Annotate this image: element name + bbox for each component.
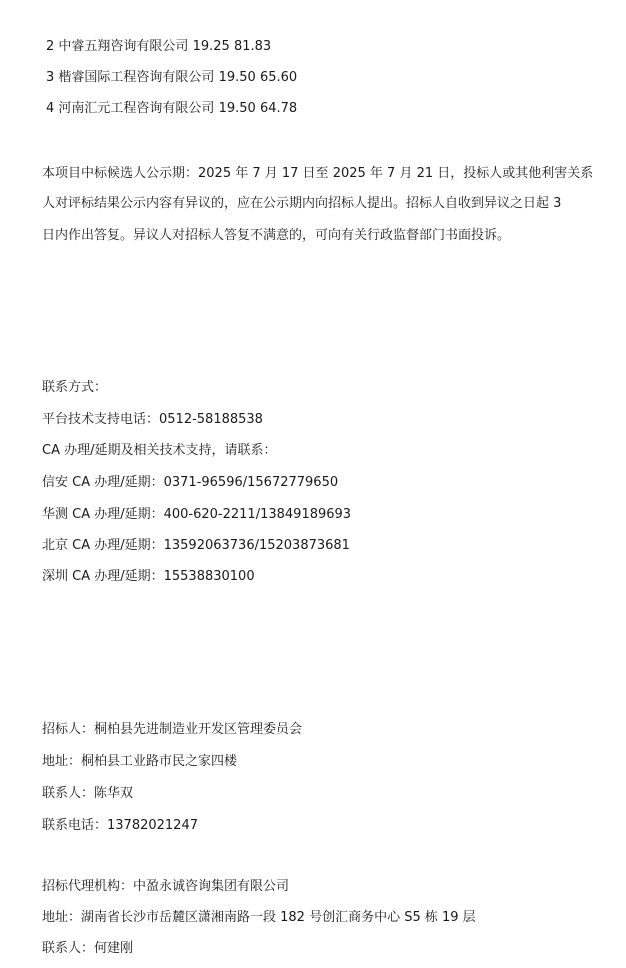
candidate-name: 楷睿国际工程咨询有限公司 — [58, 70, 215, 85]
candidate-name: 河南汇元工程咨询有限公司 — [58, 101, 215, 116]
platform-support-phone: 平台技术支持电话：0512-58188538 — [42, 412, 263, 427]
agency-address: 地址：湖南省长沙市岳麓区潇湘南路一段 182 号创汇商务中心 S5 栋 19 层 — [42, 910, 476, 925]
candidate-row — [46, 39, 271, 55]
contact-heading: 联系方式： — [42, 380, 108, 395]
candidate-rank: 4 — [46, 101, 55, 116]
candidate-rank: 2 — [46, 39, 55, 54]
candidate-rank: 3 — [46, 70, 55, 85]
agency-name: 招标代理机构：中盈永诚咨询集团有限公司 — [42, 879, 290, 894]
candidate-price: 19.25 — [192, 39, 230, 54]
notice-line: 人对评标结果公示内容有异议的，应在公示期内向招标人提出。招标人自收到异议之日起 3 — [42, 196, 562, 211]
notice-line: 本项目中标候选人公示期：2025 年 7 月 17 日至 2025 年 7 月 21 日，投标人或其他利害关系 — [42, 166, 594, 181]
tenderer-name: 招标人：桐柏县先进制造业开发区管理委员会 — [42, 722, 303, 737]
tenderer-address: 地址：桐柏县工业路市民之家四楼 — [42, 754, 238, 769]
ca-huace-contact: 华测 CA 办理/延期：400-620-2211/13849189693 — [42, 507, 352, 522]
tenderer-phone: 联系电话：13782021247 — [42, 818, 198, 833]
candidate-price: 19.50 — [218, 70, 256, 85]
ca-shenzhen-contact: 深圳 CA 办理/延期：15538830100 — [42, 569, 255, 584]
candidate-price: 19.50 — [218, 101, 256, 116]
candidate-score: 65.60 — [259, 70, 298, 85]
notice-line: 日内作出答复。异议人对招标人答复不满意的，可向有关行政监督部门书面投诉。 — [42, 228, 511, 243]
candidate-score: 64.78 — [259, 101, 298, 116]
candidate-row — [46, 101, 297, 117]
candidate-score: 81.83 — [233, 39, 272, 54]
candidate-row — [46, 70, 297, 86]
agency-contact-person: 联系人：何建刚 — [42, 941, 134, 956]
ca-xinan-contact: 信安 CA 办理/延期：0371-96596/15672779650 — [42, 475, 339, 490]
tenderer-contact-person: 联系人：陈华双 — [42, 786, 134, 801]
ca-beijing-contact: 北京 CA 办理/延期：13592063736/15203873681 — [42, 538, 350, 553]
candidate-name: 中睿五翔咨询有限公司 — [58, 39, 189, 54]
ca-support-heading: CA 办理/延期及相关技术支持，请联系： — [42, 443, 277, 458]
